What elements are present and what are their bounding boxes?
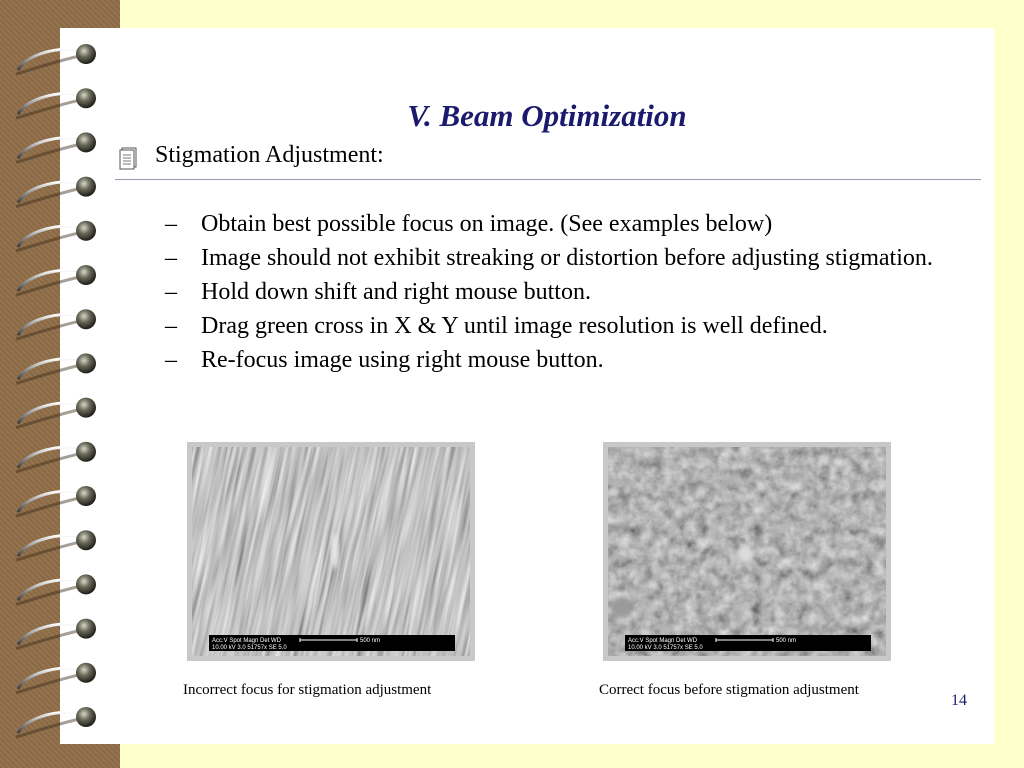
ring-shadow [16, 320, 84, 339]
notebook-bullet-icon [117, 146, 139, 170]
scale-bar-label: 500 nm [776, 638, 797, 644]
ring-shadow [16, 364, 84, 383]
databar-labels: Acc.V Spot Magn Det WD [628, 638, 698, 644]
binding-hole [76, 530, 96, 550]
list-item [165, 245, 965, 271]
list-item-text: Obtain best possible focus on image. (See examples below) [201, 211, 773, 237]
section-heading: Stigmation Adjustment: [155, 142, 384, 168]
ring-wire [18, 49, 82, 70]
ring-shadow [16, 585, 84, 604]
list-item-text: Drag green cross in X & Y until image resolution is well defined. [201, 313, 828, 339]
ring-wire [18, 535, 82, 556]
binding-hole [76, 398, 96, 418]
binding-hole [76, 353, 96, 373]
binding-hole [76, 265, 96, 285]
ring-wire [18, 270, 82, 291]
dash-bullet: – [165, 245, 177, 271]
dash-bullet: – [165, 211, 177, 237]
binding-hole [76, 177, 96, 197]
databar-values: 10.00 kV 3.0 51757x SE 5.0 [628, 645, 703, 651]
slide-title: V. Beam Optimization [407, 98, 687, 133]
divider [115, 179, 981, 180]
ring-shadow [16, 453, 84, 472]
ring-shadow [16, 143, 84, 162]
dash-bullet: – [165, 313, 177, 339]
list-item [165, 279, 965, 305]
ring-wire [18, 668, 82, 689]
ring-wire [18, 314, 82, 335]
ring-wire [18, 359, 82, 380]
ring-wire [18, 624, 82, 645]
ring-shadow [16, 55, 84, 74]
caption-correct: Correct focus before stigmation adjustment [599, 682, 859, 698]
binding-hole [76, 442, 96, 462]
ring-shadow [16, 99, 84, 118]
sem-image-correct [603, 442, 891, 661]
ring-shadow [16, 188, 84, 207]
ring-shadow [16, 674, 84, 693]
ring-wire [18, 491, 82, 512]
binding-hole [76, 707, 96, 727]
ring-wire [18, 580, 82, 601]
scale-bar-label: 500 nm [360, 638, 381, 644]
ring-wire [18, 226, 82, 247]
ring-shadow [16, 409, 84, 428]
ring-shadow [16, 718, 84, 737]
list-item-text: Hold down shift and right mouse button. [201, 279, 591, 305]
ring-wire [18, 138, 82, 159]
spiral-binding-icon [0, 0, 110, 768]
caption-incorrect: Incorrect focus for stigmation adjustment [183, 682, 432, 698]
databar-labels: Acc.V Spot Magn Det WD [212, 638, 282, 644]
list-item [165, 347, 965, 373]
ring-shadow [16, 541, 84, 560]
ring-wire [18, 93, 82, 114]
sem-image-incorrect [187, 442, 475, 661]
binding-hole [76, 88, 96, 108]
binding-hole [76, 619, 96, 639]
dash-bullet: – [165, 347, 177, 373]
ring-shadow [16, 630, 84, 649]
list-item [165, 313, 965, 339]
ring-wire [18, 447, 82, 468]
dash-bullet: – [165, 279, 177, 305]
ring-shadow [16, 497, 84, 516]
binding-hole [76, 132, 96, 152]
binding-hole [76, 309, 96, 329]
binding-hole [76, 44, 96, 64]
binding-hole [76, 486, 96, 506]
list-item [165, 211, 965, 237]
ring-shadow [16, 276, 84, 295]
ring-wire [18, 403, 82, 424]
databar-values: 10.00 kV 3.0 51757x SE 5.0 [212, 645, 287, 651]
ring-wire [18, 712, 82, 733]
list-item-text: Re-focus image using right mouse button. [201, 347, 604, 373]
ring-wire [18, 182, 82, 203]
binding-hole [76, 221, 96, 241]
list-item-text: Image should not exhibit streaking or distortion before adjusting stigmation. [201, 245, 933, 271]
page-number: 14 [951, 692, 967, 709]
binding-hole [76, 574, 96, 594]
binding-hole [76, 663, 96, 683]
instruction-list [165, 211, 965, 381]
ring-shadow [16, 232, 84, 251]
